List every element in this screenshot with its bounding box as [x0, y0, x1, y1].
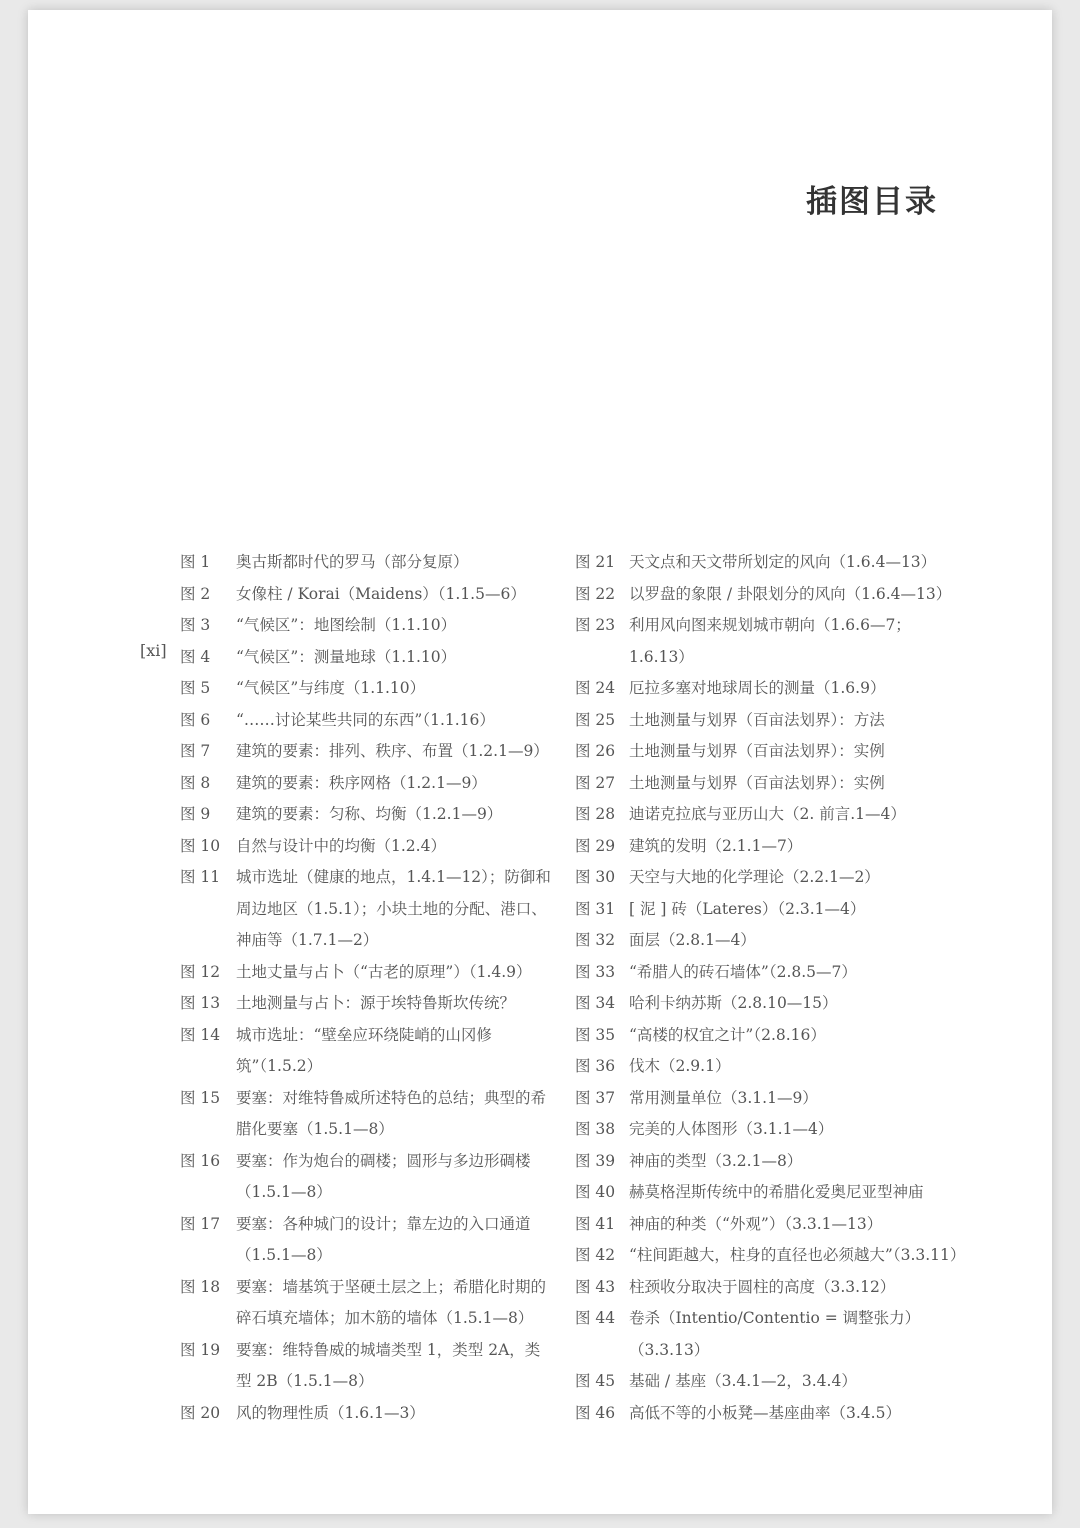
figure-list-item: [575, 894, 965, 926]
figure-caption: “希腊人的砖石墙体”（2.8.5—7）: [629, 962, 857, 981]
figure-caption: “气候区”与纬度（1.1.10）: [236, 679, 426, 697]
figure-caption: [ 泥 ] 砖（Lateres）（2.3.1—4）: [629, 899, 866, 918]
figure-number: 图 46: [575, 1403, 616, 1422]
figure-caption: 柱颈收分取决于圆柱的高度（3.3.12）: [629, 1277, 896, 1296]
figure-caption: “高楼的权宜之计”（2.8.16）: [629, 1025, 826, 1044]
figure-caption: 建筑的要素：排列、秩序、布置（1.2.1—9）: [236, 742, 549, 760]
figure-number: 图 18: [180, 1277, 221, 1296]
figure-number: 图 12: [180, 962, 221, 981]
figure-number: 图 5: [180, 679, 211, 697]
figure-caption: 女像柱 / Korai（Maidens）（1.1.5—6）: [236, 584, 526, 603]
right-column: [575, 547, 965, 1429]
figure-number: 图 21: [575, 553, 616, 571]
figure-number: 图 16: [180, 1151, 221, 1170]
figure-caption: 常用测量单位（3.1.1—9）: [629, 1088, 818, 1107]
figure-number: 图 38: [575, 1120, 616, 1138]
figure-list-item: [575, 1051, 965, 1083]
figure-list-item: [180, 1335, 555, 1398]
figure-caption: 面层（2.8.1—4）: [629, 931, 756, 949]
figure-caption: 要塞：对维特鲁威所述特色的总结；典型的希腊化要塞（1.5.1—8）: [236, 1088, 547, 1138]
figure-number: 图 28: [575, 805, 616, 823]
figure-list-item: [180, 642, 555, 674]
figure-caption: 迪诺克拉底与亚历山大（2. 前言.1—4）: [629, 805, 906, 823]
figure-list-item: [575, 579, 965, 611]
figure-list-item: [575, 1020, 965, 1052]
figure-caption: “气候区”：地图绘制（1.1.10）: [236, 616, 457, 634]
figure-number: 图 29: [575, 836, 616, 855]
figure-number: 图 26: [575, 742, 616, 760]
figure-caption: 伐木（2.9.1）: [629, 1057, 731, 1075]
figure-caption: “气候区”：测量地球（1.1.10）: [236, 647, 457, 666]
figure-caption: 神庙的种类（“外观”）（3.3.1—13）: [629, 1214, 883, 1233]
figure-list-item: [180, 768, 555, 800]
figure-number: 图 10: [180, 836, 221, 855]
figure-caption: 天文点和天文带所划定的风向（1.6.4—13）: [629, 553, 937, 571]
figure-caption: “……讨论某些共同的东西”（1.1.16）: [236, 710, 495, 729]
figure-number: 图 17: [180, 1214, 221, 1233]
figure-caption: 高低不等的小板凳—基座曲率（3.4.5）: [629, 1403, 901, 1422]
figure-caption: 奥古斯都时代的罗马（部分复原）: [236, 553, 469, 571]
figure-number: 图 23: [575, 616, 616, 634]
figure-number: 图 15: [180, 1088, 221, 1107]
figure-list-item: [180, 988, 555, 1020]
figure-list-item: [575, 768, 965, 800]
figure-list-item: [180, 610, 555, 642]
figure-caption: 土地测量与占卜：源于埃特鲁斯坎传统？: [236, 994, 516, 1012]
figure-number: 图 20: [180, 1403, 221, 1422]
figure-caption: 建筑的要素：匀称、均衡（1.2.1—9）: [236, 805, 503, 823]
figure-list-item: [575, 988, 965, 1020]
figure-caption: 自然与设计中的均衡（1.2.4）: [236, 836, 446, 855]
figure-number: 图 35: [575, 1025, 616, 1044]
figure-number: 图 14: [180, 1025, 221, 1044]
figure-caption: 要塞：作为炮台的碉楼；圆形与多边形碉楼（1.5.1—8）: [236, 1151, 531, 1201]
figure-number: 图 8: [180, 773, 211, 792]
figure-list-item: [575, 1209, 965, 1241]
figure-caption: 建筑的发明（2.1.1—7）: [629, 836, 803, 855]
figure-number: 图 45: [575, 1372, 616, 1390]
figure-list-item: [575, 799, 965, 831]
figure-list-item: [180, 957, 555, 989]
figure-list-item: [575, 1146, 965, 1178]
figure-list-item: [180, 1398, 555, 1430]
figure-list-item: [575, 610, 965, 673]
figure-number: 图 11: [180, 868, 221, 886]
figure-list-item: [180, 547, 555, 579]
figure-number: 图 6: [180, 710, 211, 729]
figure-caption: 要塞：各种城门的设计；靠左边的入口通道（1.5.1—8）: [236, 1214, 531, 1264]
figure-caption: 基础 / 基座（3.4.1—2，3.4.4）: [629, 1372, 857, 1390]
figure-caption: 要塞：维特鲁威的城墙类型 1，类型 2A，类型 2B（1.5.1—8）: [236, 1340, 541, 1390]
figure-caption: “柱间距越大，柱身的直径也必须越大”（3.3.11）: [629, 1246, 966, 1264]
figure-caption: 风的物理性质（1.6.1—3）: [236, 1403, 425, 1422]
figure-caption: 神庙的类型（3.2.1—8）: [629, 1151, 803, 1170]
figure-list-item: [180, 579, 555, 611]
figure-caption: 赫莫格涅斯传统中的希腊化爱奥尼亚型神庙: [629, 1183, 924, 1201]
figure-list-item: [180, 799, 555, 831]
figure-caption: 完美的人体图形（3.1.1—4）: [629, 1120, 834, 1138]
figure-list-item: [575, 1083, 965, 1115]
figure-list-item: [575, 705, 965, 737]
figure-number: 图 34: [575, 994, 616, 1012]
figure-number: 图 7: [180, 742, 211, 760]
figure-list-item: [180, 1146, 555, 1209]
figure-number: 图 1: [180, 553, 211, 571]
figure-list-item: [180, 1272, 555, 1335]
figure-caption: 要塞：墙基筑于坚硬土层之上；希腊化时期的碎石填充墙体；加木筋的墙体（1.5.1—8）: [236, 1277, 547, 1327]
figure-number: 图 41: [575, 1214, 616, 1233]
figure-list-item: [575, 736, 965, 768]
page-number-label: [xi]: [140, 641, 167, 660]
figure-number: 图 4: [180, 647, 211, 666]
figure-list-item: [575, 925, 965, 957]
figure-list-item: [180, 736, 555, 768]
figure-caption: 土地丈量与占卜（“古老的原理”）（1.4.9）: [236, 962, 532, 981]
figure-caption: 厄拉多塞对地球周长的测量（1.6.9）: [629, 679, 886, 697]
figure-caption: 卷杀（Intentio/Contentio = 调整张力）（3.3.13）: [629, 1309, 921, 1359]
figure-list-item: [180, 705, 555, 737]
figure-number: 图 19: [180, 1340, 221, 1359]
figure-list-item: [575, 1366, 965, 1398]
figure-list-item: [575, 1240, 965, 1272]
book-page: [28, 10, 1052, 1514]
figure-list-item: [180, 673, 555, 705]
figure-number: 图 43: [575, 1277, 616, 1296]
figure-number: 图 13: [180, 994, 221, 1012]
figure-number: 图 40: [575, 1183, 616, 1201]
figure-list-item: [575, 831, 965, 863]
figure-list-item: [575, 1272, 965, 1304]
figure-caption: 哈利卡纳苏斯（2.8.10—15）: [629, 994, 838, 1012]
figure-number: 图 31: [575, 899, 616, 918]
figure-number: 图 33: [575, 962, 616, 981]
figure-list-item: [575, 1114, 965, 1146]
figure-number: 图 24: [575, 679, 616, 697]
figure-caption: 土地测量与划界（百亩法划界）：实例: [629, 773, 885, 792]
figure-list-item: [575, 1303, 965, 1366]
figure-list-item: [575, 673, 965, 705]
figure-caption: 土地测量与划界（百亩法划界）：方法: [629, 710, 885, 729]
figure-number: 图 36: [575, 1057, 616, 1075]
figure-list-item: [575, 957, 965, 989]
figure-list-item: [575, 547, 965, 579]
figure-list-item: [180, 1083, 555, 1146]
figure-number: 图 22: [575, 584, 616, 603]
left-column: [180, 547, 555, 1429]
figure-number: 图 25: [575, 710, 616, 729]
figure-number: 图 9: [180, 805, 211, 823]
figure-number: 图 42: [575, 1246, 616, 1264]
figure-number: 图 44: [575, 1309, 616, 1327]
figure-number: 图 3: [180, 616, 211, 634]
figure-caption: 土地测量与划界（百亩法划界）：实例: [629, 742, 885, 760]
figure-caption: 城市选址：“壁垒应环绕陡峭的山冈修筑”（1.5.2）: [236, 1025, 492, 1075]
figure-number: 图 2: [180, 584, 211, 603]
figure-number: 图 30: [575, 868, 616, 886]
figure-number: 图 32: [575, 931, 616, 949]
figure-caption: 以罗盘的象限 / 卦限划分的风向（1.6.4—13）: [629, 584, 952, 603]
figure-caption: 城市选址（健康的地点，1.4.1—12）；防御和周边地区（1.5.1）；小块土地的分配、港口、神庙等（1.7.1—2）: [236, 868, 551, 949]
figure-list-item: [180, 1209, 555, 1272]
page-title: 插图目录: [806, 184, 938, 220]
figure-list-item: [180, 831, 555, 863]
figure-list-item: [575, 862, 965, 894]
figure-number: 图 37: [575, 1088, 616, 1107]
figure-list-item: [180, 1020, 555, 1083]
figure-caption: 建筑的要素：秩序网格（1.2.1—9）: [236, 773, 487, 792]
figure-list-item: [180, 862, 555, 957]
figure-number: 图 27: [575, 773, 616, 792]
figure-list-item: [575, 1398, 965, 1430]
figure-number: 图 39: [575, 1151, 616, 1170]
figure-caption: 利用风向图来规划城市朝向（1.6.6—7；1.6.13）: [629, 616, 911, 666]
figure-caption: 天空与大地的化学理论（2.2.1—2）: [629, 868, 880, 886]
figure-list-item: [575, 1177, 965, 1209]
